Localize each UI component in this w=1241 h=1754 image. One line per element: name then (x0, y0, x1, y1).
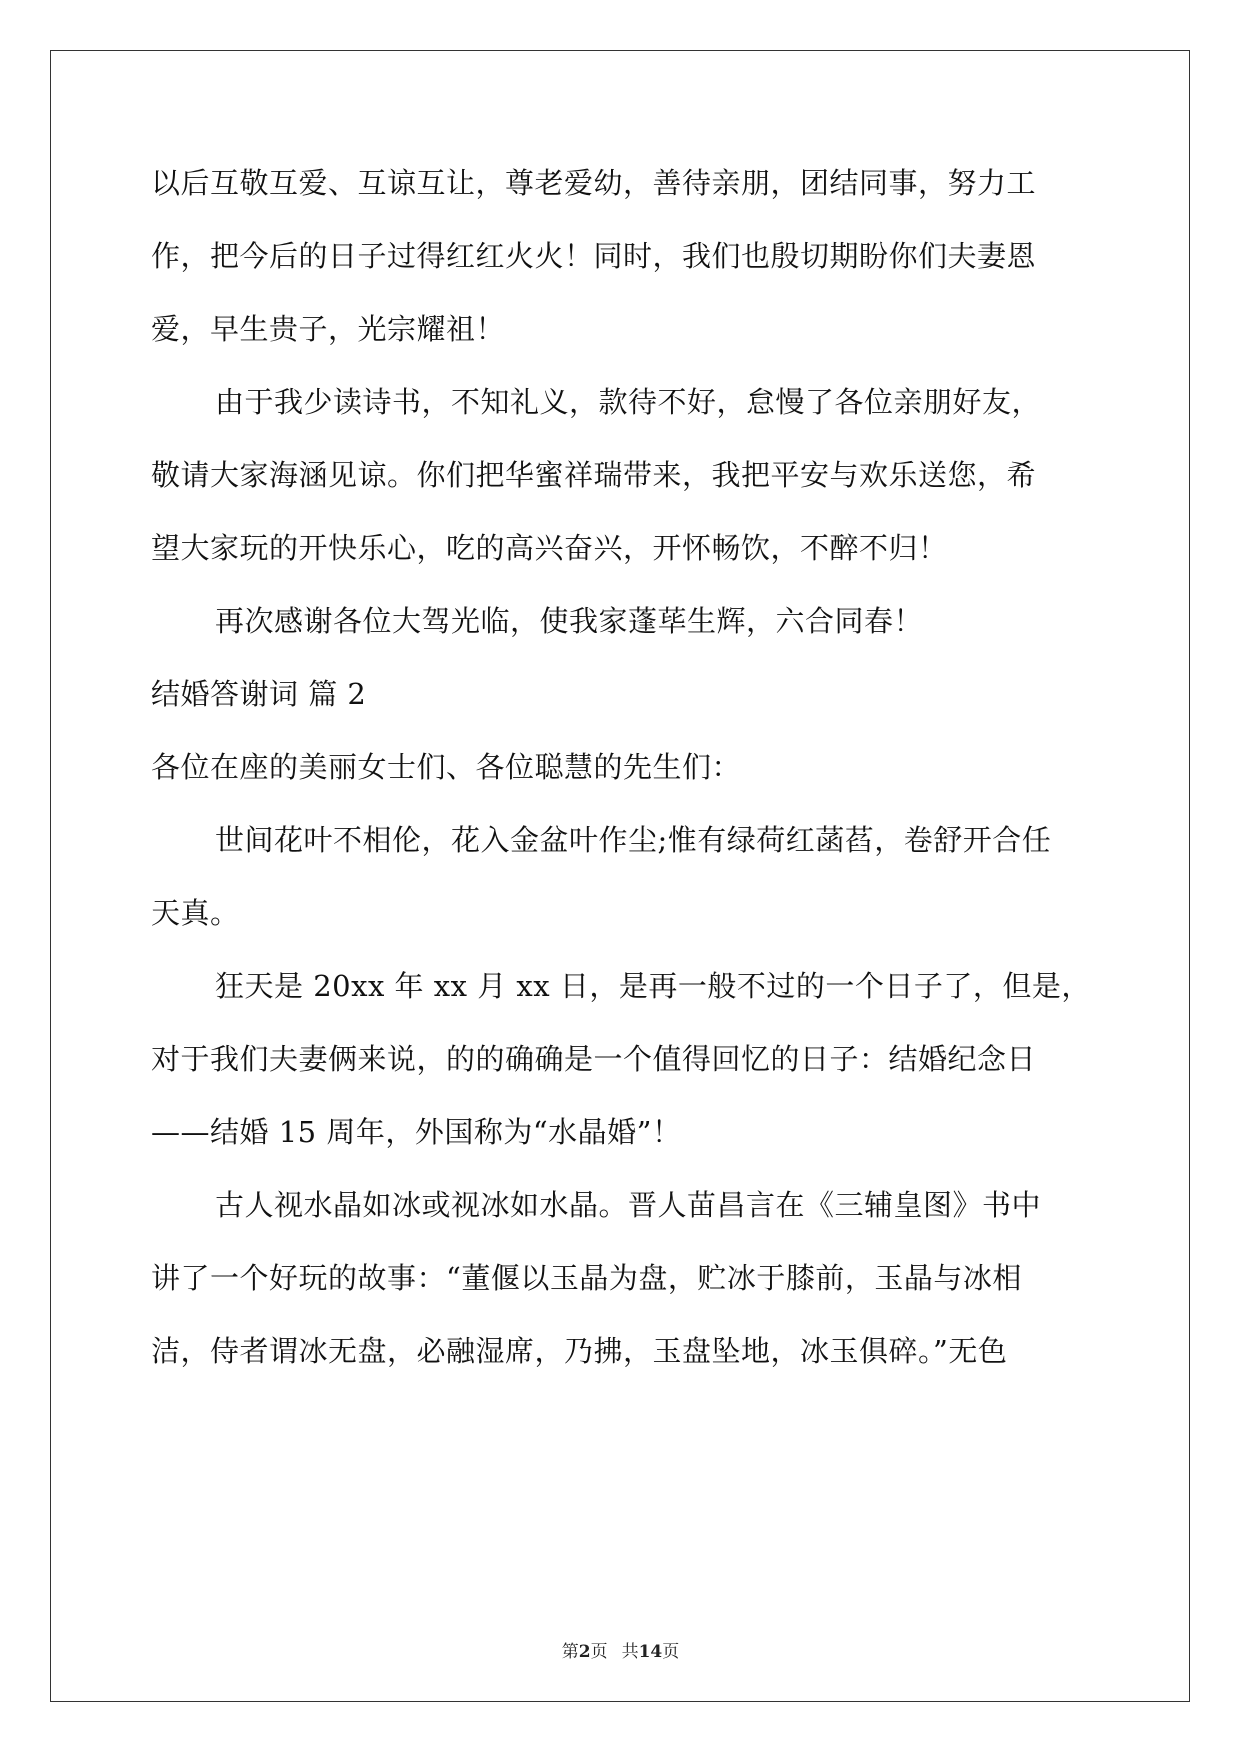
page-border (50, 50, 1190, 1702)
text-line: 作，把今后的日子过得红红火火！同时，我们也殷切期盼你们夫妻恩 (151, 239, 1037, 273)
salutation: 各位在座的美丽女士们、各位聪慧的先生们： (151, 750, 742, 784)
paragraph-start: 狂天是 20xx 年 xx 月 xx 日，是再一般不过的一个日子了，但是， (215, 969, 1091, 1003)
footer-total-prefix: 共 (621, 1642, 639, 1662)
text-line: 讲了一个好玩的故事：“董偃以玉晶为盘，贮冰于膝前，玉晶与冰相 (151, 1261, 1022, 1295)
text-line: 以后互敬互爱、互谅互让，尊老爱幼，善待亲朋，团结同事，努力工 (151, 166, 1037, 200)
paragraph-start: 古人视水晶如冰或视冰如水晶。晋人苗昌言在《三辅皇图》书中 (215, 1188, 1042, 1222)
text-line: 敬请大家海涵见谅。你们把华蜜祥瑞带来，我把平安与欢乐送您，希 (151, 458, 1037, 492)
text-line: 洁，侍者谓冰无盘，必融湿席，乃拂，玉盘坠地，冰玉俱碎。”无色 (151, 1334, 1008, 1368)
text-line: 对于我们夫妻俩来说，的的确确是一个值得回忆的日子：结婚纪念日 (151, 1042, 1037, 1076)
footer-prefix: 第 (561, 1642, 579, 1662)
footer-page-word: 页 (590, 1642, 608, 1662)
paragraph-start: 再次感谢各位大驾光临，使我家蓬荜生辉，六合同春！ (215, 604, 924, 638)
current-page-number: 2 (578, 1642, 591, 1662)
paragraph-start: 由于我少读诗书，不知礼义，款待不好，怠慢了各位亲朋好友， (215, 385, 1042, 419)
section-heading: 结婚答谢词 篇 2 (151, 677, 367, 711)
text-line: ——结婚 15 周年，外国称为“水晶婚”！ (151, 1115, 682, 1149)
paragraph-start: 世间花叶不相伦，花入金盆叶作尘;惟有绿荷红菡萏，卷舒开合任 (215, 823, 1052, 857)
total-page-count: 14 (638, 1642, 663, 1662)
footer-total-word: 页 (662, 1642, 680, 1662)
page-footer (0, 1640, 1241, 1664)
text-line: 望大家玩的开快乐心，吃的高兴奋兴，开怀畅饮，不醉不归！ (151, 531, 948, 565)
text-line: 爱，早生贵子，光宗耀祖！ (151, 312, 506, 346)
text-line: 天真。 (151, 896, 240, 930)
